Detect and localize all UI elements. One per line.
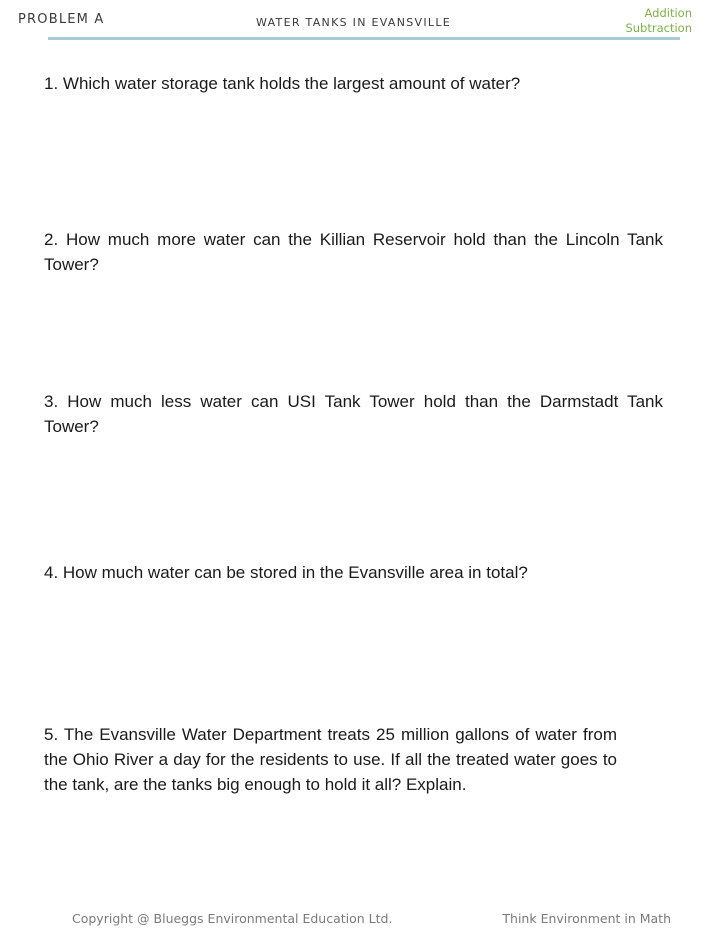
question-3: 3. How much less water can USI Tank Tower hold than the Darmstadt Tank Tower? [44, 392, 663, 436]
topic-tags [625, 6, 692, 36]
problem-label: PROBLEM A [18, 12, 105, 27]
question-4: 4. How much water can be stored in the Evansville area in total? [44, 563, 528, 582]
worksheet-title: WATER TANKS IN EVANSVILLE [256, 16, 452, 29]
topic-tag-addition: Addition [644, 6, 692, 20]
topic-tag-subtraction: Subtraction [625, 21, 692, 35]
footer-tagline: Think Environment in Math [502, 911, 671, 926]
header-divider [48, 37, 680, 40]
question-5: 5. The Evansville Water Department treats 25 million gallons of water from the Ohio River a day for the residents to use. If all the treated water goes to the tank, are the tanks big enough to hold it all? Explain. [44, 725, 617, 794]
footer-copyright: Copyright @ Blueggs Environmental Education Ltd. [72, 911, 393, 926]
question-1: 1. Which water storage tank holds the largest amount of water? [44, 74, 521, 93]
question-2: 2. How much more water can the Killian Reservoir hold than the Lincoln Tank Tower? [44, 230, 663, 274]
